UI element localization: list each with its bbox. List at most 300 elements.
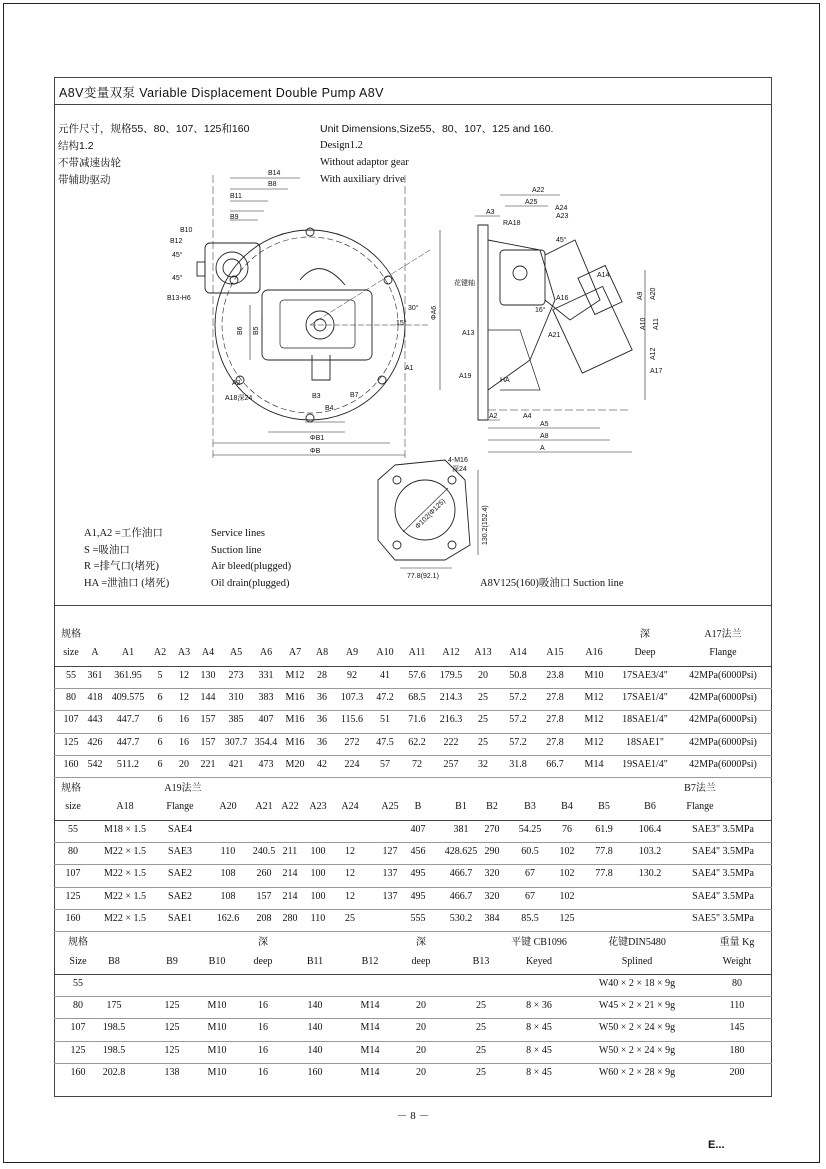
table1-header-cell: A3 — [177, 647, 191, 659]
table3-header-cell: Keyed — [525, 955, 553, 967]
table-rule — [54, 1018, 772, 1019]
label-ra18: RA18 — [503, 220, 521, 227]
table1-pre-header: 规格 — [61, 629, 81, 640]
table2-header-cell: B3 — [524, 801, 536, 813]
table2-cell: 106.4 — [638, 823, 662, 835]
side-flange — [478, 225, 488, 420]
label-b8: B8 — [268, 181, 277, 188]
table1-cell: 361.95 — [114, 669, 142, 681]
table2-cell: 103.2 — [638, 846, 662, 857]
outlet-port — [300, 269, 345, 285]
table2-cell: 125 — [65, 890, 81, 902]
table1-cell: 179.5 — [439, 669, 463, 681]
legend-cn-2: S =吸油口 — [84, 545, 130, 556]
table1-cell: 57.2 — [509, 714, 527, 726]
table3-pre-header: 规格 — [68, 937, 88, 949]
label-45b: 45° — [172, 275, 183, 282]
table1-header-cell: A5 — [229, 647, 243, 659]
label-45c: 45° — [556, 237, 567, 244]
table2-cell: 160 — [65, 912, 81, 924]
table1-header-cell: A13 — [474, 647, 492, 659]
title-bar — [54, 77, 772, 105]
table3-cell: 8 × 45 — [526, 1022, 552, 1034]
label-d2: 130.2(152.4) — [482, 505, 489, 545]
label-b12: B12 — [170, 238, 183, 245]
legend-cn-3: R =排气口(堵死) — [84, 561, 160, 572]
table2-cell: 428.625 — [444, 846, 478, 857]
label-a2-side: A2 — [489, 413, 498, 420]
bolt-hole — [306, 414, 314, 422]
table-rule — [54, 710, 772, 711]
table-rule — [54, 688, 772, 689]
table3-cell: 8 × 45 — [526, 1067, 552, 1078]
label-a18: A18深24 — [225, 395, 253, 402]
bolt-hole — [384, 276, 392, 284]
legend-en-1: Service lines — [211, 528, 265, 539]
table2-cell: 555 — [410, 912, 426, 924]
table1-header-cell: A16 — [585, 647, 603, 659]
table1-cell: 107.3 — [340, 691, 364, 703]
table2-header-cell: Flange — [166, 801, 194, 813]
table3-cell: 160 — [307, 1067, 323, 1078]
table1-cell: 18SAE1" — [626, 736, 664, 748]
table3-cell: W50 × 2 × 24 × 9g — [598, 1022, 676, 1034]
table-rule — [54, 864, 772, 865]
table2-header-cell: A22 — [281, 801, 299, 813]
table3-cell: 55 — [73, 977, 83, 989]
table3-cell: 8 × 36 — [526, 1000, 552, 1012]
label-a17: A17 — [650, 368, 663, 375]
label-a9: A9 — [637, 291, 644, 300]
table3-cell: 25 — [476, 1022, 486, 1034]
table2-header-cell: A25 — [381, 801, 399, 813]
table2-cell: 77.8 — [595, 868, 613, 880]
table1-cell: 12 — [179, 691, 189, 703]
table1-cell: 57.2 — [509, 736, 527, 748]
table2-cell: 61.9 — [595, 823, 613, 835]
table2-cell: 76 — [562, 823, 572, 835]
table2-cell: 77.8 — [595, 846, 613, 857]
table2-cell: 466.7 — [449, 890, 473, 902]
table1-cell: 221 — [200, 758, 216, 770]
table1-cell: 17SAE3/4" — [622, 669, 668, 681]
label-15: 15° — [396, 320, 407, 327]
table2-cell: M22 × 1.5 — [103, 846, 147, 857]
table2-cell: 110 — [310, 912, 326, 924]
table2-cell: 102 — [559, 868, 575, 880]
table2-cell: 320 — [484, 890, 500, 902]
table2-cell: 270 — [484, 823, 500, 835]
label-b6: B6 — [237, 326, 244, 335]
table3-header-cell: B9 — [166, 955, 178, 967]
table2-cell: SAE4" 3.5MPa — [692, 868, 754, 880]
table1-cell: 25 — [478, 691, 488, 703]
table1-header-cell: A1 — [121, 647, 135, 659]
label-ha: HA — [500, 377, 510, 384]
table2-cell: 127 — [382, 846, 398, 857]
table3-cell: 202.8 — [102, 1067, 126, 1078]
table3-cell: 138 — [164, 1067, 180, 1078]
table1-cell: 42MPa(6000Psi) — [689, 691, 757, 703]
table-rule — [54, 666, 772, 667]
table2-cell: SAE4" 3.5MPa — [692, 890, 754, 902]
table2-cell: 55 — [68, 823, 78, 835]
table1-cell: 42MPa(6000Psi) — [689, 758, 757, 770]
table2-cell: 102 — [559, 890, 575, 902]
table1-cell: 473 — [258, 758, 274, 770]
table1-cell: 50.8 — [509, 669, 527, 681]
table1-cell: M10 — [584, 669, 604, 681]
table2-pre-header: A19法兰 — [164, 783, 202, 795]
table2-cell: 280 — [282, 912, 298, 924]
legend-cn-4: HA =泄油口 (堵死) — [84, 578, 170, 589]
table3-cell: 20 — [416, 1067, 426, 1078]
table1-cell: 32 — [478, 758, 488, 770]
table3-header-cell: deep — [253, 955, 273, 967]
table1-cell: 72 — [412, 758, 422, 770]
bolt-hole — [378, 376, 386, 384]
table1-cell: 214.3 — [439, 691, 463, 703]
table1-header-cell: A11 — [408, 647, 426, 659]
table3-header-cell: Weight — [722, 955, 752, 967]
table1-cell: 57.6 — [408, 669, 426, 681]
label-a20: A20 — [650, 287, 657, 300]
label-a24: A24 — [555, 205, 568, 212]
side-body — [500, 250, 545, 305]
table1-cell: 92 — [347, 669, 357, 681]
table2-cell: 107 — [65, 868, 81, 880]
table3-header-cell: B10 — [208, 955, 226, 967]
label-a10: A10 — [640, 317, 647, 330]
table2-cell: 102 — [559, 846, 575, 857]
table1-cell: 68.5 — [408, 691, 426, 703]
table2-header-cell: B2 — [486, 801, 498, 813]
table2-cell: 108 — [220, 868, 236, 880]
table2-cell: 25 — [345, 912, 355, 924]
table1-header-cell: A2 — [153, 647, 167, 659]
table3-pre-header: 重量 Kg — [719, 937, 755, 949]
intro-en-3: Without adaptor gear — [320, 157, 409, 168]
table2-cell: 100 — [310, 846, 326, 857]
table1-cell: 20 — [478, 669, 488, 681]
bolt-hole — [306, 228, 314, 236]
table-rule — [54, 887, 772, 888]
table1-cell: 224 — [344, 758, 360, 770]
table-rule — [54, 974, 772, 975]
label-a23: A23 — [556, 213, 569, 220]
label-d24: 深24 — [452, 466, 467, 473]
table2-cell: 12 — [345, 846, 355, 857]
table1-cell: 257 — [443, 758, 459, 770]
table2-cell: 85.5 — [521, 912, 539, 924]
table3-header-cell: Splined — [621, 955, 653, 967]
table1-cell: 28 — [317, 669, 327, 681]
table3-cell: 107 — [70, 1022, 86, 1034]
table1-cell: 6 — [157, 714, 163, 726]
table2-cell: 407 — [410, 823, 426, 835]
table2-cell: M18 × 1.5 — [103, 823, 147, 835]
table1-cell: 426 — [87, 736, 103, 748]
table3-cell: 125 — [164, 1000, 180, 1012]
table3-cell: 20 — [416, 1022, 426, 1034]
intro-cn-3: 不带减速齿轮 — [58, 157, 121, 169]
table3-cell: 160 — [70, 1067, 86, 1078]
table2-header-cell: A20 — [219, 801, 237, 813]
table1-cell: 354.4 — [254, 736, 278, 748]
table1-cell: 18SAE1/4" — [622, 714, 668, 726]
table2-cell: 130.2 — [638, 868, 662, 880]
flange-bolt-hole — [448, 541, 456, 549]
table-rule — [54, 842, 772, 843]
legend-en-3: Air bleed(plugged) — [211, 561, 292, 572]
label-a1: A1 — [405, 365, 414, 372]
side-housing-lower — [488, 330, 540, 390]
table2-cell: 260 — [256, 868, 272, 880]
table1-cell: M12 — [285, 669, 305, 681]
flange-bolt-hole — [393, 476, 401, 484]
table-rule — [54, 733, 772, 734]
table1-header-cell: size — [63, 647, 79, 659]
table1-cell: 27.8 — [546, 714, 564, 726]
label-a14: A14 — [597, 272, 610, 279]
table-top-rule — [54, 605, 772, 606]
table1-cell: 447.7 — [116, 714, 140, 726]
table1-cell: 6 — [157, 691, 163, 703]
table1-cell: 36 — [317, 714, 327, 726]
table2-cell: 240.5 — [252, 846, 276, 857]
table2-cell: SAE4" 3.5MPa — [692, 846, 754, 857]
label-b7: B7 — [350, 392, 359, 399]
table-rule — [54, 1063, 772, 1064]
label-b3: B3 — [312, 393, 321, 400]
table1-cell: 447.7 — [116, 736, 140, 748]
table3-cell: 125 — [164, 1044, 180, 1056]
table3-cell: 198.5 — [102, 1022, 126, 1034]
table1-cell: 36 — [317, 736, 327, 748]
table1-header-cell: A7 — [288, 647, 302, 659]
table3-cell: 25 — [476, 1000, 486, 1012]
label-a22: A22 — [532, 187, 545, 194]
table1-cell: 80 — [66, 691, 76, 703]
table3-cell: M10 — [207, 1044, 227, 1056]
label-a12: A12 — [650, 347, 657, 360]
table3-cell: 16 — [258, 1000, 268, 1012]
table3-cell: M14 — [360, 1067, 380, 1078]
intro-en-2: Design1.2 — [320, 140, 363, 151]
table2-header-cell: A18 — [116, 801, 134, 813]
table2-cell: 381 — [453, 823, 469, 835]
table3-cell: 80 — [732, 977, 742, 989]
table2-cell: 108 — [220, 890, 236, 902]
table1-cell: 62.2 — [408, 736, 426, 748]
table-rule — [54, 777, 772, 778]
label-30: 30° — [408, 305, 419, 312]
table2-cell: 290 — [484, 846, 500, 857]
table1-cell: 41 — [380, 669, 390, 681]
table1-cell: 157 — [200, 736, 216, 748]
table3-cell: M14 — [360, 1044, 380, 1056]
label-b1: ΦB1 — [310, 435, 325, 442]
table2-cell: 110 — [220, 846, 236, 857]
table1-cell: 331 — [258, 669, 274, 681]
table1-cell: 19SAE1/4" — [622, 758, 668, 770]
table3-cell: 20 — [416, 1000, 426, 1012]
table3-cell: 175 — [106, 1000, 122, 1012]
table1-cell: 6 — [157, 736, 163, 748]
table1-pre-header: A17法兰 — [704, 629, 742, 640]
page-number: － 8 － — [396, 1110, 430, 1122]
table1-header-cell: A15 — [546, 647, 564, 659]
table2-cell: 214 — [282, 868, 298, 880]
table-rule — [54, 996, 772, 997]
auxiliary-drive-stub — [197, 262, 205, 276]
table1-cell: 47.5 — [376, 736, 394, 748]
table2-cell: 137 — [382, 890, 398, 902]
table1-cell: M12 — [584, 714, 604, 726]
label-b: ΦB — [310, 448, 321, 455]
table1-cell: 409.575 — [111, 691, 145, 703]
table3-cell: 125 — [164, 1022, 180, 1034]
table2-pre-header: B7法兰 — [684, 783, 716, 795]
table1-cell: 310 — [228, 691, 244, 703]
table1-cell: 418 — [87, 691, 103, 703]
table1-cell: 25 — [478, 736, 488, 748]
table1-cell: 273 — [228, 669, 244, 681]
table2-cell: 157 — [256, 890, 272, 902]
label-a2: A2 — [232, 380, 241, 387]
label-a3-side: A3 — [486, 209, 495, 216]
table3-cell: W40 × 2 × 18 × 9g — [598, 977, 676, 989]
table2-cell: 67 — [525, 868, 535, 880]
legend-en-4: Oil drain(plugged) — [211, 578, 290, 589]
table3-cell: M14 — [360, 1000, 380, 1012]
table2-header-cell: A21 — [255, 801, 273, 813]
table-rule — [54, 755, 772, 756]
table1-cell: 216.3 — [439, 714, 463, 726]
table1-header-cell: A10 — [376, 647, 394, 659]
table3-cell: 20 — [416, 1044, 426, 1056]
table2-cell: 125 — [559, 912, 575, 924]
table1-cell: 20 — [179, 758, 189, 770]
table1-cell: 6 — [157, 758, 163, 770]
table1-header-cell: Deep — [634, 647, 656, 659]
table1-cell: 27.8 — [546, 736, 564, 748]
label-16deg: 16° — [535, 307, 546, 314]
table3-cell: W60 × 2 × 28 × 9g — [598, 1067, 676, 1078]
table3-header-cell: Size — [69, 955, 87, 967]
table3-header-cell: B12 — [361, 955, 379, 967]
table1-cell: 385 — [228, 714, 244, 726]
label-a: A — [540, 445, 545, 452]
label-a13: A13 — [462, 330, 475, 337]
table-rule — [54, 820, 772, 821]
table2-cell: 12 — [345, 868, 355, 880]
table1-cell: M16 — [285, 691, 305, 703]
table2-cell: 54.25 — [518, 823, 542, 835]
label-a6: ΦA6 — [431, 305, 438, 320]
label-b11: B11 — [230, 193, 242, 200]
table2-cell: 495 — [410, 890, 426, 902]
table2-pre-header: 规格 — [61, 783, 81, 795]
table1-cell: 222 — [443, 736, 459, 748]
table2-cell: 12 — [345, 890, 355, 902]
table1-cell: 157 — [200, 714, 216, 726]
label-b5: B5 — [253, 326, 260, 335]
table1-cell: M12 — [584, 691, 604, 703]
table1-cell: 107 — [63, 714, 79, 726]
table1-cell: 66.7 — [546, 758, 564, 770]
lower-port — [312, 355, 330, 380]
table2-cell: 211 — [282, 846, 298, 857]
label-a4: A4 — [523, 413, 532, 420]
table3-cell: 16 — [258, 1044, 268, 1056]
label-b14: B14 — [268, 170, 281, 177]
table3-cell: W50 × 2 × 24 × 9g — [598, 1044, 676, 1056]
table2-cell: M22 × 1.5 — [103, 890, 147, 902]
table1-cell: 25 — [478, 714, 488, 726]
table3-cell: 198.5 — [102, 1044, 126, 1056]
table1-cell: 31.8 — [509, 758, 527, 770]
label-b10: B10 — [180, 227, 193, 234]
table1-cell: 51 — [380, 714, 390, 726]
table1-cell: 17SAE1/4" — [622, 691, 668, 703]
table3-cell: M10 — [207, 1000, 227, 1012]
table1-cell: 57 — [380, 758, 390, 770]
label-b4: B4 — [325, 405, 334, 412]
flange-bolt-hole — [448, 476, 456, 484]
table3-cell: 80 — [73, 1000, 83, 1012]
table3-cell: 110 — [729, 1000, 745, 1012]
table1-header-cell: A9 — [345, 647, 359, 659]
table1-cell: 16 — [179, 736, 189, 748]
table1-header-cell: A8 — [315, 647, 329, 659]
table3-cell: 140 — [307, 1044, 323, 1056]
table1-cell: 160 — [63, 758, 79, 770]
label-keyed-shaft: 花键轴 — [454, 280, 475, 287]
table2-cell: SAE3 — [168, 846, 192, 857]
table3-cell: M10 — [207, 1022, 227, 1034]
table1-header-cell: A14 — [509, 647, 527, 659]
intro-cn-4: 带辅助驱动 — [58, 174, 111, 186]
table-rule — [54, 931, 772, 932]
table2-cell: SAE2 — [168, 890, 192, 902]
label-a5: A5 — [540, 421, 549, 428]
table1-header-cell: A4 — [201, 647, 215, 659]
table1-cell: 383 — [258, 691, 274, 703]
table1-cell: 42MPa(6000Psi) — [689, 714, 757, 726]
table1-header-cell: A6 — [259, 647, 273, 659]
table3-header-cell: B8 — [108, 955, 120, 967]
table3-cell: 16 — [258, 1022, 268, 1034]
table3-cell: M14 — [360, 1022, 380, 1034]
table1-cell: M12 — [584, 736, 604, 748]
table2-cell: 495 — [410, 868, 426, 880]
label-d3: 77.8(92.1) — [407, 573, 439, 580]
intro-en-4: With auxiliary drive — [320, 174, 405, 185]
table3-header-cell: deep — [411, 955, 431, 967]
legend-cn-1: A1,A2 =工作油口 — [84, 528, 163, 539]
table1-cell: 12 — [179, 669, 189, 681]
table1-cell: 23.8 — [546, 669, 564, 681]
label-a11: A11 — [653, 318, 660, 330]
table2-cell: 456 — [410, 846, 426, 857]
table1-cell: 443 — [87, 714, 103, 726]
label-a19: A19 — [459, 373, 472, 380]
table1-cell: 36 — [317, 691, 327, 703]
table-rule — [54, 909, 772, 910]
table2-header-cell: size — [65, 801, 81, 813]
table1-cell: 272 — [344, 736, 360, 748]
